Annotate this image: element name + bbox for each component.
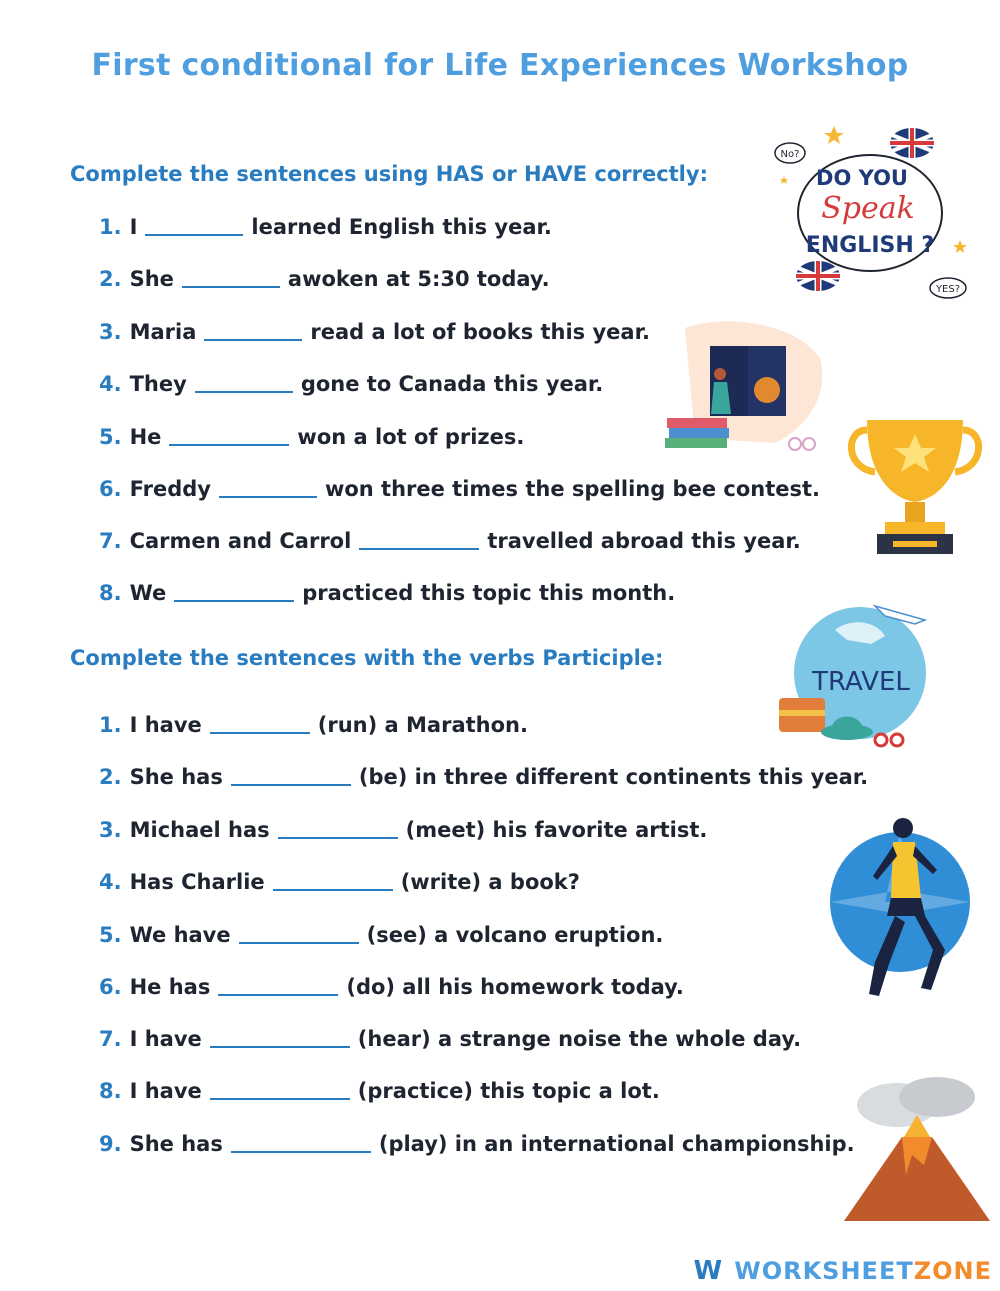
runner-head (893, 818, 913, 838)
question-rest: practiced this topic this month. (302, 581, 676, 605)
question-stem: We have (129, 923, 231, 947)
question-stem: He has (129, 975, 211, 999)
trophy-plaque (893, 541, 937, 547)
question-number: 2. (99, 765, 122, 789)
answer-blank[interactable] (278, 819, 398, 839)
question-s2-9 (99, 1131, 855, 1156)
footer-brand (694, 1256, 992, 1286)
question-number: 8. (99, 581, 122, 605)
question-stem: Freddy (129, 477, 211, 501)
glasses-icon (803, 438, 815, 450)
answer-blank[interactable] (219, 478, 317, 498)
answer-blank[interactable] (169, 426, 289, 446)
question-rest: (run) a Marathon. (317, 713, 528, 737)
answer-blank[interactable] (231, 1133, 371, 1153)
trophy-base (885, 522, 945, 534)
question-s2-2 (99, 764, 868, 789)
question-s2-1 (99, 712, 528, 737)
section1-heading: Complete the sentences using HAS or HAVE correctly: (70, 162, 708, 186)
question-number: 6. (99, 477, 122, 501)
question-stem: She has (129, 765, 223, 789)
question-stem: They (129, 372, 187, 396)
question-rest: (do) all his homework today. (346, 975, 684, 999)
question-rest: (hear) a strange noise the whole day. (357, 1027, 802, 1051)
question-s1-2 (99, 266, 550, 291)
answer-blank[interactable] (359, 530, 479, 550)
sunglasses-icon (891, 734, 903, 746)
speech-bubble-no (775, 143, 805, 163)
question-stem: I have (129, 1079, 202, 1103)
question-number: 8. (99, 1079, 122, 1103)
question-stem: He (129, 425, 162, 449)
badge-line1: DO YOU (816, 166, 908, 190)
brand-name-part: WORKSHEET (734, 1257, 914, 1285)
question-stem: She (129, 267, 174, 291)
question-rest: gone to Canada this year. (300, 372, 604, 396)
question-rest: (see) a volcano eruption. (366, 923, 664, 947)
question-rest: (meet) his favorite artist. (405, 818, 708, 842)
suitcase-strap (779, 710, 825, 716)
question-number: 7. (99, 1027, 122, 1051)
question-s2-4 (99, 869, 580, 894)
question-s1-8 (99, 580, 675, 605)
question-rest: (write) a book? (400, 870, 580, 894)
star-icon (824, 126, 844, 144)
answer-blank[interactable] (231, 766, 351, 786)
answer-blank[interactable] (218, 976, 338, 996)
travel-illustration (775, 598, 945, 748)
question-stem: I have (129, 1027, 202, 1051)
question-rest: read a lot of books this year. (310, 320, 650, 344)
speak-english-badge (770, 118, 975, 308)
question-rest: won three times the spelling bee contest. (324, 477, 821, 501)
star-icon (780, 176, 788, 184)
runner-illustration (825, 812, 975, 1002)
answer-blank[interactable] (182, 268, 280, 288)
answer-blank[interactable] (239, 924, 359, 944)
reading-books-illustration (655, 318, 825, 458)
question-number: 4. (99, 372, 122, 396)
brand-name-accent: ZONE (913, 1257, 992, 1285)
question-number: 4. (99, 870, 122, 894)
answer-blank[interactable] (195, 373, 293, 393)
question-s1-4 (99, 371, 603, 396)
question-number: 2. (99, 267, 122, 291)
volcano-illustration (842, 1075, 992, 1225)
planet-icon (754, 377, 780, 403)
svg-text:No?: No? (780, 149, 800, 160)
question-s1-1 (99, 214, 552, 239)
answer-blank[interactable] (204, 321, 302, 341)
question-stem: I have (129, 713, 202, 737)
section2-heading: Complete the sentences with the verbs Participle: (70, 646, 664, 670)
question-stem: Carmen and Carrol (129, 529, 352, 553)
question-stem: She has (129, 1132, 223, 1156)
glasses-icon (789, 438, 801, 450)
question-s1-6 (99, 476, 820, 501)
question-rest: (play) in an international championship. (378, 1132, 855, 1156)
question-s2-6 (99, 974, 684, 999)
uk-flag-icon (890, 128, 934, 158)
question-number: 9. (99, 1132, 122, 1156)
book-stack (667, 418, 727, 428)
runner-shorts (887, 898, 925, 916)
question-stem: Michael has (129, 818, 270, 842)
svg-text:YES?: YES? (935, 284, 961, 295)
question-s2-8 (99, 1078, 660, 1103)
trophy-illustration (845, 402, 985, 562)
star-icon (953, 240, 967, 253)
question-number: 6. (99, 975, 122, 999)
book-stack (669, 428, 729, 438)
travel-label: TRAVEL (812, 667, 910, 697)
answer-blank[interactable] (210, 714, 310, 734)
smoke-cloud (899, 1077, 975, 1117)
question-number: 1. (99, 215, 122, 239)
question-number: 3. (99, 818, 122, 842)
sunglasses-icon (875, 734, 887, 746)
question-rest: (be) in three different continents this year. (358, 765, 869, 789)
badge-line3: ENGLISH ? (805, 233, 935, 258)
answer-blank[interactable] (273, 871, 393, 891)
answer-blank[interactable] (145, 216, 243, 236)
question-number: 5. (99, 425, 122, 449)
question-stem: Has Charlie (129, 870, 265, 894)
page-title: First conditional for Life Experiences Workshop (91, 48, 909, 83)
question-rest: learned English this year. (251, 215, 552, 239)
question-rest: (practice) this topic a lot. (357, 1079, 660, 1103)
uk-flag-icon (796, 261, 840, 291)
question-s1-7 (99, 528, 801, 553)
question-number: 5. (99, 923, 122, 947)
question-stem: Maria (129, 320, 197, 344)
answer-blank[interactable] (210, 1080, 350, 1100)
book-stack (665, 438, 727, 448)
question-stem: We (129, 581, 167, 605)
question-s1-5 (99, 424, 524, 449)
question-s2-7 (99, 1026, 801, 1051)
question-number: 7. (99, 529, 122, 553)
question-number: 3. (99, 320, 122, 344)
trophy-stem (905, 502, 925, 522)
brand-name (734, 1257, 992, 1285)
question-s2-5 (99, 922, 663, 947)
worksheetzone-logo-icon: W (693, 1256, 723, 1286)
speech-bubble-yes (930, 278, 966, 298)
answer-blank[interactable] (174, 582, 294, 602)
question-rest: awoken at 5:30 today. (287, 267, 550, 291)
answer-blank[interactable] (210, 1028, 350, 1048)
question-s1-3 (99, 319, 650, 344)
reader-head (714, 368, 726, 380)
question-rest: won a lot of prizes. (297, 425, 525, 449)
question-s2-3 (99, 817, 707, 842)
question-number: 1. (99, 713, 122, 737)
badge-line2: Speak (821, 191, 915, 226)
question-stem: I (129, 215, 138, 239)
question-rest: travelled abroad this year. (487, 529, 801, 553)
